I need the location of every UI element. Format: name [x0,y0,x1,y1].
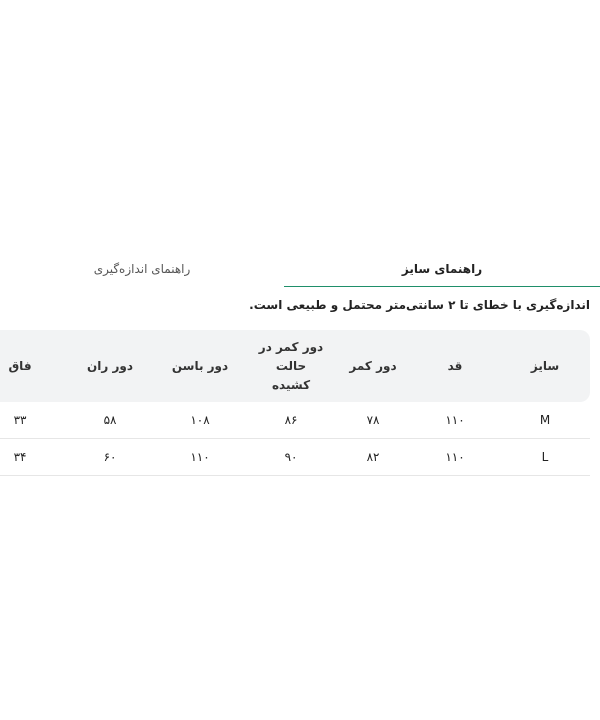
cell-hip: ۱۰۸ [190,412,210,427]
header-size: سایز [530,358,560,373]
cell-waist: ۸۲ [366,450,380,464]
tab-measurement-guide[interactable]: راهنمای اندازه‌گیری [93,262,191,276]
cell-hip: ۱۱۰ [190,450,210,464]
table-row [0,403,590,436]
header-thigh: دور ران [87,358,133,373]
cell-waist: ۷۸ [366,412,380,427]
cell-stretched-waist: ۹۰ [284,450,298,464]
cell-size: L [541,450,549,464]
cell-stretched-waist: ۸۶ [284,412,298,427]
header-height: قد [447,358,463,373]
header-rise: فاق [8,358,32,373]
header-stretched-waist: دور کمر در حالت کشیده [258,339,324,392]
table-row [0,438,590,476]
cell-height: ۱۱۰ [445,450,465,464]
cell-rise: ۳۴ [13,450,27,464]
header-waist: دور کمر [349,358,397,373]
tabs-bar [0,252,600,286]
cell-size: M [539,412,551,427]
header-hip: دور باسن [171,358,229,373]
cell-rise: ۳۳ [13,412,27,427]
table-header-row [0,330,590,402]
cell-thigh: ۵۸ [103,412,117,427]
cell-thigh: ۶۰ [103,450,117,464]
cell-height: ۱۱۰ [445,412,465,427]
measurement-note: اندازه‌گیری با خطای تا ۲ سانتی‌متر محتمل و طبیعی است. [249,298,590,312]
tab-size-guide[interactable]: راهنمای سایز [284,252,600,287]
